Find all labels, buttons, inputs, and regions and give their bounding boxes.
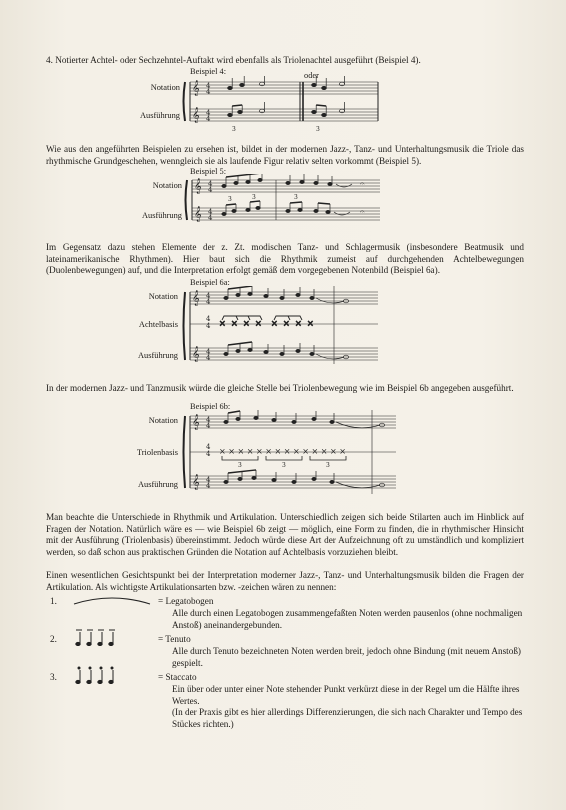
paragraph-2: Wie aus den angeführten Beispielen zu ersehen ist, bildet in der modernen Jazz-, Tanz- und Unterhaltungsmusik die Triole das rhythmische Grundgeschehen, wenngleich sie als laufende Figur relativ selten vorkommt (Beispiel 5). bbox=[46, 144, 524, 166]
svg-text:4: 4 bbox=[206, 109, 211, 117]
tenuto-notes-icon bbox=[74, 628, 124, 646]
articulation-1-number: 1. bbox=[50, 596, 57, 606]
svg-text:4: 4 bbox=[206, 476, 211, 484]
svg-text:4: 4 bbox=[208, 186, 213, 194]
svg-text:4: 4 bbox=[206, 292, 211, 300]
svg-text:4: 4 bbox=[206, 482, 211, 490]
example-6a-label-achtelbasis: Achtelbasis bbox=[138, 320, 178, 329]
svg-text:𝄞: 𝄞 bbox=[192, 347, 200, 362]
svg-text:4: 4 bbox=[206, 443, 211, 451]
articulation-3-number: 3. bbox=[50, 672, 57, 682]
articulation-2-number: 2. bbox=[50, 634, 57, 644]
svg-text:𝄞: 𝄞 bbox=[192, 81, 200, 96]
example-5-triplet-1: 3 bbox=[228, 196, 232, 203]
svg-text:4: 4 bbox=[206, 88, 211, 96]
example-4-triplet-2: 3 bbox=[316, 126, 320, 133]
paragraph-3: Im Gegensatz dazu stehen Elemente der z. Zt. modischen Tanz- und Schlagermusik (insbesondere Beatmusik und lateinamerikanische Rhythmen). Hier baut sich die Rhythmik zumeist auf durchgehenden Achtelbewegungen (Duolenbewegungen) auf, und die Interpretation erfolgt gemäß dem vorgegebenen Notenbild (Beispiel 6a). bbox=[46, 242, 524, 276]
svg-text:4: 4 bbox=[206, 348, 211, 356]
svg-text:×: × bbox=[283, 319, 290, 328]
svg-text:×: × bbox=[219, 319, 226, 328]
svg-text:×: × bbox=[271, 319, 278, 328]
svg-text:𝄐: 𝄐 bbox=[360, 179, 365, 188]
example-6b-triplet-3: 3 bbox=[326, 462, 330, 469]
example-4-label-notation: Notation bbox=[150, 83, 180, 92]
example-6b-label-notation: Notation bbox=[148, 416, 178, 425]
example-6b-label-triolenbasis: Triolenbasis bbox=[136, 448, 178, 457]
svg-text:𝄞: 𝄞 bbox=[192, 415, 200, 430]
svg-text:4: 4 bbox=[206, 115, 211, 123]
svg-text:4: 4 bbox=[206, 82, 211, 90]
articulation-3-title: = Staccato bbox=[158, 672, 197, 682]
example-6b-triplet-1: 3 bbox=[238, 462, 242, 469]
example-6b-triplet-2: 3 bbox=[282, 462, 286, 469]
articulation-2-text: Alle durch Tenuto bezeichneten Noten werden breit, jedoch ohne Bindung (mit neuem Anstoß) gespielt. bbox=[172, 646, 521, 668]
svg-text:4: 4 bbox=[208, 214, 213, 222]
example-5-triplet-3: 3 bbox=[294, 194, 298, 201]
example-5-label-notation: Notation bbox=[152, 181, 182, 190]
svg-text:𝄞: 𝄞 bbox=[194, 207, 202, 222]
example-6a-title: Beispiel 6a: bbox=[190, 278, 230, 287]
svg-text:×: × bbox=[231, 319, 238, 328]
example-5-score bbox=[184, 174, 384, 230]
example-6a-score bbox=[182, 286, 382, 366]
svg-text:×: × bbox=[255, 319, 262, 328]
svg-text:4: 4 bbox=[206, 298, 211, 306]
legato-slur-icon bbox=[72, 594, 152, 606]
svg-text:4: 4 bbox=[206, 315, 211, 323]
example-4-triplet-1: 3 bbox=[232, 126, 236, 133]
articulation-2-title: = Tenuto bbox=[158, 634, 191, 644]
example-6a-label-ausfuehrung: Ausführung bbox=[137, 351, 178, 360]
paragraph-5: Man beachte die Unterschiede in Rhythmik und Artikulation. Unterschiedlich zeigen sich beide Stilarten auch im Hinblick auf Fragen der Notation. Natürlich wäre es — wie Beispiel 6b zeigt — möglich, eine Form zu finden, die in rhythmischer Hinsicht mit der Ausführung (Triolenbasis) übereinstimmt. Jedoch würde diese Art der Aufzeichnung oft zu umständlich und kompliziert werden, so daß schon aus praktischen Gründen die Notation auf Achtelbasis vorzuziehen bleibt. bbox=[46, 512, 524, 557]
svg-text:𝄞: 𝄞 bbox=[192, 291, 200, 306]
example-4-label-ausfuehrung: Ausführung bbox=[139, 111, 180, 120]
svg-text:𝄐: 𝄐 bbox=[360, 207, 365, 216]
example-6b-title: Beispiel 6b: bbox=[190, 402, 231, 411]
svg-text:4: 4 bbox=[206, 450, 211, 458]
example-4-oder: oder bbox=[304, 71, 319, 80]
paragraph-4: In der modernen Jazz- und Tanzmusik würde die gleiche Stelle bei Triolenbewegung wie im Beispiel 6b angegeben ausgeführt. bbox=[46, 383, 514, 393]
example-6b-label-ausfuehrung: Ausführung bbox=[137, 480, 178, 489]
paragraph-1: 4. Notierter Achtel- oder Sechzehntel-Auftakt wird ebenfalls als Triolenachtel ausgeführt (Beispiel 4). bbox=[46, 55, 421, 65]
svg-text:4: 4 bbox=[206, 322, 211, 330]
example-5-label-ausfuehrung: Ausführung bbox=[141, 211, 182, 220]
articulation-1-text: Alle durch einen Legatobogen zusammengefaßten Noten werden pausenlos (ohne nochmaligen Anstoß) aneinandergebunden. bbox=[172, 608, 523, 630]
svg-text:×: × bbox=[243, 319, 250, 328]
paragraph-6: Einen wesentlichen Gesichtspunkt bei der Interpretation moderner Jazz-, Tanz- und Unterhaltungsmusik bilden die Fragen der Artikulation. Als wichtigste Artikulationsarten bzw. -zeichen wären zu nennen: bbox=[46, 570, 524, 592]
example-6b-score bbox=[182, 410, 400, 496]
example-5-triplet-2: 3 bbox=[252, 194, 256, 201]
example-6a-label-notation: Notation bbox=[148, 292, 178, 301]
staccato-notes-icon bbox=[74, 666, 124, 684]
example-4-score bbox=[182, 76, 382, 136]
example-5-title: Beispiel 5: bbox=[190, 167, 227, 176]
articulation-3-text: Ein über oder unter einer Note stehender Punkt verkürzt diese in der Regel um die Hälfte ihres Wertes. (In der Praxis gibt es hier allerdings Differenzierungen, die sich nach Charakter und Tempo des Stückes richten.) bbox=[172, 684, 523, 729]
svg-text:𝄞: 𝄞 bbox=[192, 108, 200, 123]
svg-text:4: 4 bbox=[208, 208, 213, 216]
svg-text:× × × × × × × × × × × × × ×: × × × × × × × × × × × × × × bbox=[219, 447, 346, 456]
svg-text:𝄞: 𝄞 bbox=[192, 475, 200, 490]
svg-text:𝄞: 𝄞 bbox=[194, 179, 202, 194]
example-4-title: Beispiel 4: bbox=[190, 67, 227, 76]
svg-text:4: 4 bbox=[206, 422, 211, 430]
svg-text:×: × bbox=[307, 319, 314, 328]
svg-text:4: 4 bbox=[206, 416, 211, 424]
articulation-1-title: = Legatobogen bbox=[158, 596, 214, 606]
svg-text:4: 4 bbox=[206, 354, 211, 362]
svg-text:4: 4 bbox=[208, 180, 213, 188]
svg-text:×: × bbox=[295, 319, 302, 328]
